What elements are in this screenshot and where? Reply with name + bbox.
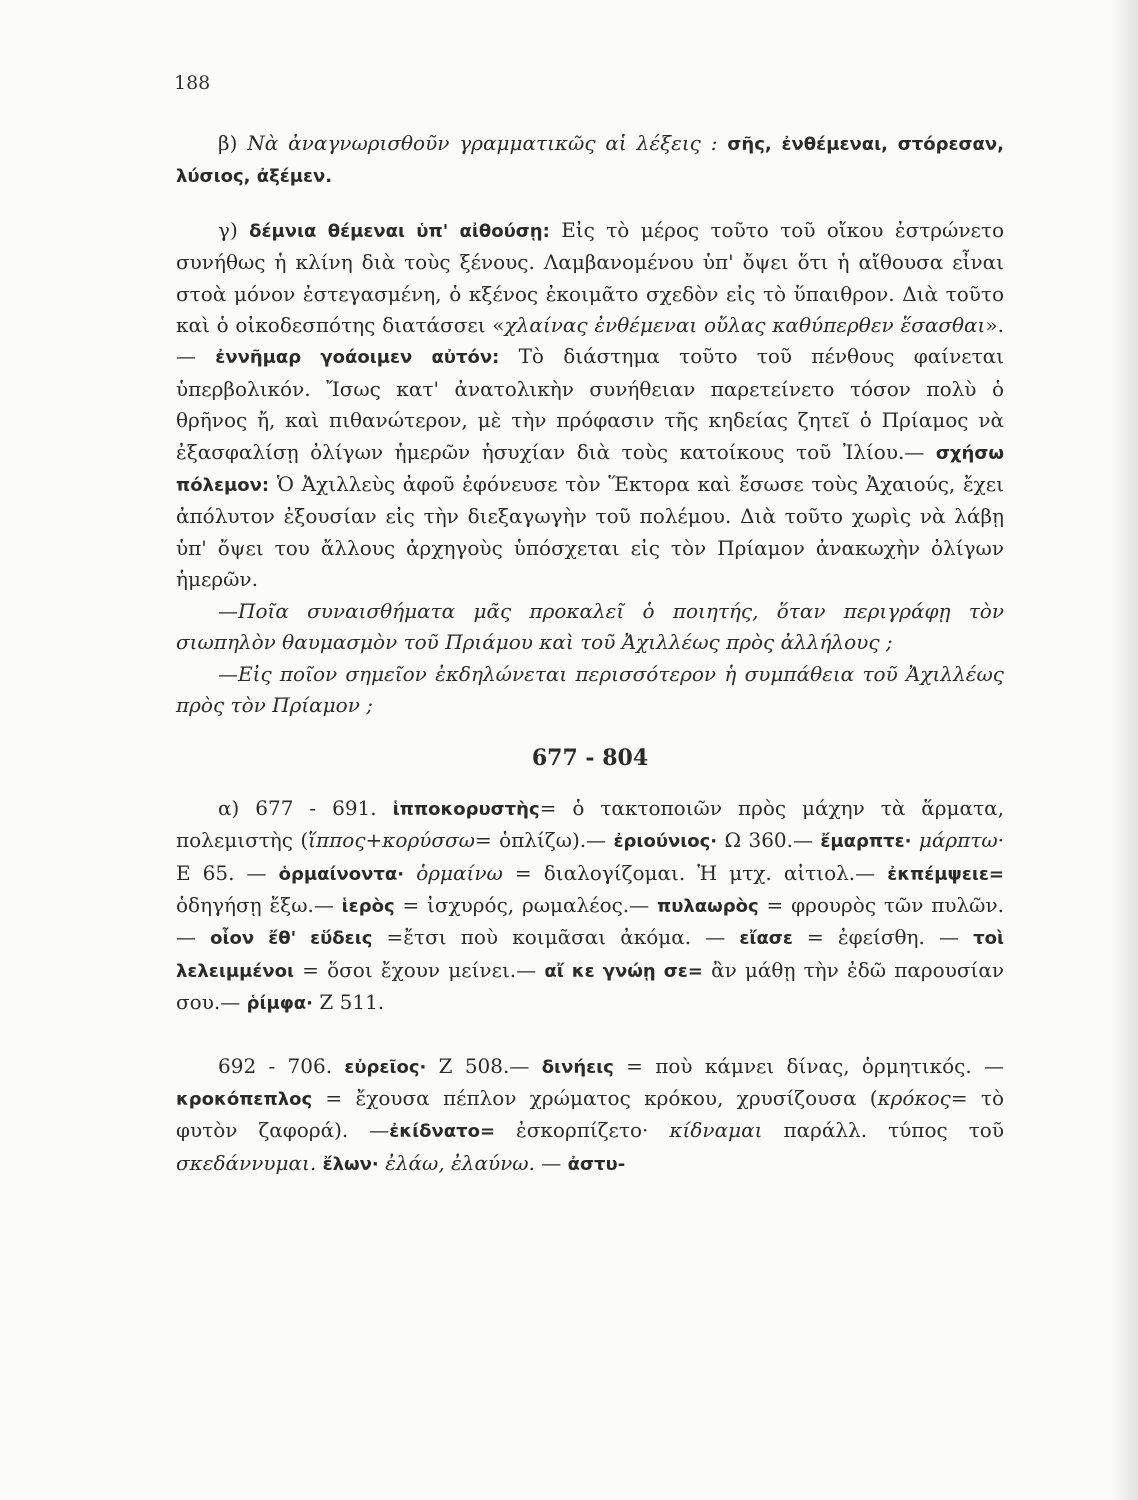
alpha-def-1b: ὁπλίζω).— xyxy=(491,828,607,853)
section-alpha-range: 677 - 691. xyxy=(255,795,377,820)
alpha-term-11: αἴ κε γνώῃ σε= xyxy=(544,960,703,982)
page-edge-shadow xyxy=(1110,0,1138,1500)
gamma-quote-1: χλαίνας ἐνθέμεναι οὔλας καθύπερθεν ἕσασθαι xyxy=(504,313,986,338)
alpha-def-9: = ἐφείσθη. — xyxy=(792,925,959,950)
alpha-def-12: Ζ 511. xyxy=(313,990,385,1015)
alpha-def-2: Ω 360.— xyxy=(717,828,814,853)
next-def-5-italic: ἐλάω, ἐλαύνω. xyxy=(378,1150,535,1175)
next-def-2: = ποὺ κάμνει δίνας, ὁρμητικός. — xyxy=(613,1053,1005,1078)
alpha-term-3: ἔμαρπτε· xyxy=(820,831,912,853)
gamma-text-2: Τὸ διάστημα τοῦτο τοῦ πένθους φαίνεται ὑπερβολικόν. Ἴσως κατ' ἀνατολικὴν συνήθειαν παρετείνετο τόσον πολὺ ὁ θρῆνος ἤ, καὶ πιθανώτερον, μὲ τὴν πρόφασιν τῆς κηδείας ζητεῖ ὁ Πρίαμος νὰ ἐξασφαλίσῃ ὀλίγων ἡμερῶν ἡσυχίαν διὰ τοὺς κατοίκους τοῦ Ἰλίου.— xyxy=(176,344,1005,464)
alpha-def-7: = φρουρὸς τῶν πυλῶν. — xyxy=(176,892,1004,950)
next-def-4b: παράλλ. τύπος τοῦ xyxy=(762,1118,1004,1143)
alpha-term-4: ὁρμαίνοντα· xyxy=(278,863,405,885)
next-term-3: κροκόπεπλος xyxy=(176,1088,313,1110)
page-number: 188 xyxy=(174,72,211,94)
question-2: —Εἰς ποῖον σημεῖον ἐκδηλώνεται περισσότερον ἡ συμπάθεια τοῦ Ἀχιλλέως πρὸς τὸν Πρίαμον ; xyxy=(176,661,1004,717)
alpha-def-10: = ὅσοι ἔχουν μείνει.— xyxy=(293,957,537,982)
next-def-3-italic: κρόκος= xyxy=(877,1085,968,1110)
section-beta-label: β) xyxy=(218,131,238,155)
alpha-def-4: = διαλογίζομαι. Ἡ μτχ. αἰτιολ.— xyxy=(502,860,876,885)
alpha-term-6: ἱερὸς xyxy=(341,895,395,917)
next-term-1: εὐρεῖος· xyxy=(344,1056,427,1078)
alpha-term-7: πυλαωρὸς xyxy=(656,895,759,917)
gamma-term-2: ἐννῆμαρ γοάοιμεν αὐτόν: xyxy=(215,347,500,369)
alpha-def-6: = ἰσχυρός, ρωμαλέος.— xyxy=(394,892,650,917)
alpha-def-1a: = ὁ τακτοποιῶν πρὸς μάχην τὰ ἅρματα, πολεμιστὴς ( xyxy=(176,795,1004,853)
next-term-4: ἐκίδνατο= xyxy=(389,1121,496,1143)
gamma-text-3: Ὁ Ἀχιλλεὺς ἀφοῦ ἐφόνευσε τὸν Ἕκτορα καὶ ἔσωσε τοὺς Ἀχαιούς, ἔχει ἀπόλυτον ἐξουσίαν εἰς τὴν διεξαγωγὴν τοῦ πολέμου. Διὰ τοῦτο χωρὶς νὰ λάβῃ ὑπ' ὄψει του ἄλλους ἀρχηγοὺς ὑπόσχεται εἰς τὸν Πρίαμον ἀνακωχὴν ὀλίγων ἡμερῶν. xyxy=(176,472,1005,592)
alpha-term-9: εἴασε xyxy=(739,928,793,950)
gamma-text-1: Εἰς τὸ μέρος τοῦτο τοῦ οἴκου ἐστρώνετο συνήθως ἡ κλίνη διὰ τοὺς ξένους. Λαμβανομένου ὑπ' ὄψει ὅτι ἡ αἴθουσα εἶναι στοὰ μόνον ἐστεγασμένη, ὁ κξένος ἐκοιμᾶτο σχεδὸν εἰς τὸ ὕπαιθρον. Διὰ τοῦτο καὶ ὁ οἰκοδεσπότης διατάσσει « xyxy=(176,217,1004,338)
alpha-term-10: τοὶ λελειμμένοι xyxy=(176,928,1004,982)
alpha-def-11: ἂν μάθῃ τὴν ἐδῶ παρουσίαν σου.— xyxy=(176,957,1005,1015)
alpha-def-1-italic: ἵππος+κορύσσω= xyxy=(308,828,492,853)
section-next xyxy=(176,1051,1004,1181)
alpha-term-8: οἷον ἔθ' εὕδεις xyxy=(210,928,373,950)
section-alpha xyxy=(176,793,1004,1020)
next-term-2: δινήεις xyxy=(541,1056,614,1078)
section-gamma xyxy=(176,215,1004,596)
question-1: —Ποῖα συναισθήματα μᾶς προκαλεῖ ὁ ποιητής, ὅταν περιγράφῃ τὸν σιωπηλὸν θαυμασμὸν τοῦ Πριάμου καὶ τοῦ Ἀχιλλέως πρὸς ἀλλήλους ; xyxy=(176,598,1004,655)
next-def-3b: τὸ φυτὸν ζαφορά). — xyxy=(176,1085,1004,1143)
section-gamma-label: γ) xyxy=(218,217,238,242)
alpha-def-8: =ἔτσι ποὺ κοιμᾶσαι ἀκόμα. — xyxy=(372,925,726,950)
gamma-text-1b: ».— xyxy=(176,313,1004,369)
next-term-6: ἀστυ- xyxy=(567,1153,626,1175)
section-heading: 677 - 804 xyxy=(531,745,649,772)
section-beta xyxy=(176,128,1004,193)
alpha-term-5: ἐκπέμψειε= xyxy=(887,863,1004,885)
next-def-4-italic: κίδναμαι xyxy=(648,1118,763,1143)
alpha-def-5: ὁδηγήσῃ ἔξω.— xyxy=(176,892,334,917)
next-def-5: — xyxy=(534,1150,562,1175)
alpha-def-4-italic: ὁρμαίνω xyxy=(416,860,503,885)
next-def-3a: = ἔχουσα πέπλον χρώματος κρόκου, χρυσίζουσα ( xyxy=(312,1085,878,1110)
gamma-term-1: δέμνια θέμεναι ὑπ' αἰθούσῃ: xyxy=(249,220,550,242)
next-def-4: ἐσκορπίζετο· xyxy=(495,1118,649,1143)
section-alpha-label: α) xyxy=(218,795,240,820)
alpha-term-2: ἐριούνιος· xyxy=(613,831,718,853)
next-term-5: ἔλων· xyxy=(322,1153,379,1175)
alpha-def-3-italic: μάρπτω· xyxy=(918,828,1005,853)
section-beta-words: σῆς, ἐνθέμεναι, στόρεσαν, λύσιος, ἀξέμεν. xyxy=(176,134,1004,188)
next-def-4-italic-2: σκεδάννυμαι. xyxy=(176,1150,317,1175)
alpha-term-12: ῥίμφα· xyxy=(246,993,314,1015)
gamma-term-3: σχήσω πόλεμον: xyxy=(176,442,1004,497)
section-beta-intro: Νὰ ἀναγνωρισθοῦν γραμματικῶς αἱ λέξεις : xyxy=(247,131,718,155)
alpha-term-1: ἱπποκορυστὴς xyxy=(392,798,540,820)
alpha-def-3: Ε 65. — xyxy=(176,860,267,885)
next-def-1: Ζ 508.— xyxy=(426,1053,530,1078)
page-body xyxy=(176,128,1004,1180)
section-next-range: 692 - 706. xyxy=(218,1053,333,1078)
